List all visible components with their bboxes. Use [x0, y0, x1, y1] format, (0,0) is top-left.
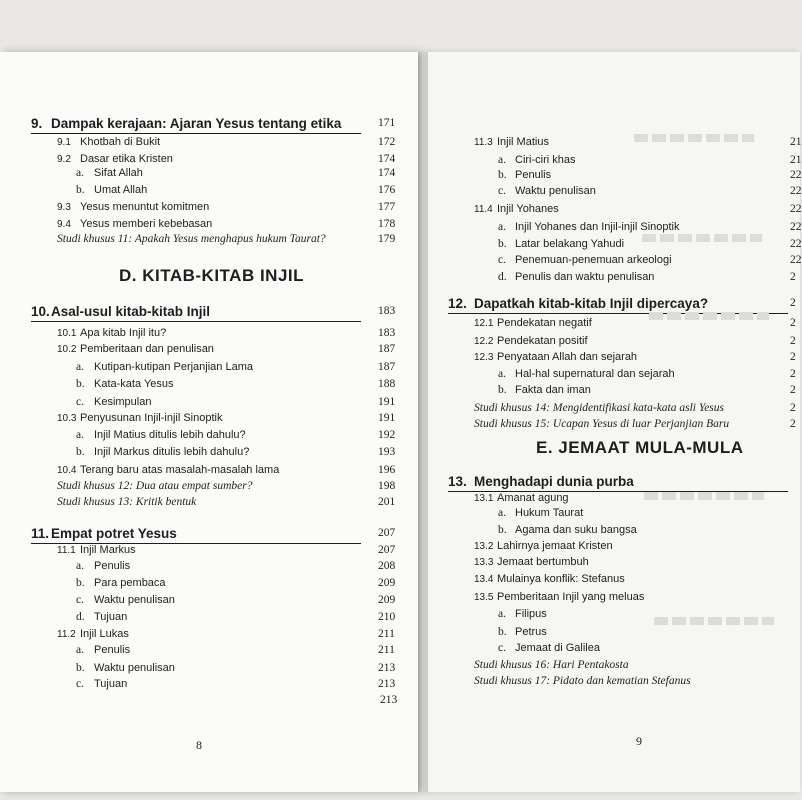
study-note: Studi khusus 17: Pidato dan kematian Stefanus	[474, 675, 691, 687]
bleed-through	[644, 492, 764, 500]
page-number: 2	[790, 418, 796, 430]
chapter-title: Menghadapi dunia purba	[474, 474, 634, 489]
entry-label: 13.3	[474, 557, 494, 568]
page-number: 21	[790, 136, 802, 148]
page-number: 22	[790, 221, 802, 233]
study-note: Studi khusus 12: Dua atau empat sumber?	[57, 480, 253, 492]
entry-label: c.	[76, 594, 84, 606]
entry-label: 10.	[31, 304, 50, 319]
entry-label: b.	[498, 524, 507, 536]
page-number: 2	[790, 317, 796, 329]
entry-label: a.	[76, 361, 84, 373]
page-number: 213	[378, 662, 396, 674]
page-number: 192	[378, 429, 396, 441]
entry-label: 13.	[448, 474, 467, 489]
entry-title: Jemaat di Galilea	[515, 642, 600, 654]
entry-title: Kesimpulan	[94, 396, 152, 408]
entry-label: 10.1	[57, 328, 77, 339]
entry-label: 11.4	[474, 204, 493, 215]
page-folio: 8	[196, 738, 202, 752]
chapter-underline	[448, 313, 788, 314]
page-number: 213	[378, 678, 396, 690]
entry-title: Penyataan Allah dan sejarah	[497, 351, 638, 363]
entry-title: Injil Yohanes	[497, 203, 559, 215]
entry-label: d.	[498, 271, 507, 283]
page-number: 187	[378, 361, 396, 373]
entry-title: Jemaat bertumbuh	[497, 556, 589, 568]
entry-label: a.	[498, 368, 506, 380]
entry-label: b.	[498, 169, 507, 181]
entry-title: Fakta dan iman	[515, 384, 591, 396]
entry-label: a.	[498, 154, 506, 166]
entry-title: Apa kitab Injil itu?	[80, 327, 167, 339]
section-heading: E. JEMAAT MULA-MULA	[536, 438, 744, 457]
page-number: 2	[790, 384, 796, 396]
entry-title: Kata-kata Yesus	[94, 378, 174, 390]
entry-title: Waktu penulisan	[94, 662, 175, 674]
page-number: 188	[378, 378, 396, 390]
study-note: Studi khusus 14: Mengidentifikasi kata-kata asli Yesus	[474, 402, 725, 414]
entry-label: c.	[76, 396, 84, 408]
chapter-title: Asal-usul kitab-kitab Injil	[51, 304, 211, 319]
entry-label: c.	[498, 185, 506, 197]
chapter-title: Dampak kerajaan: Ajaran Yesus tentang etika	[51, 116, 342, 131]
entry-title: Petrus	[515, 626, 547, 638]
page-number: 187	[378, 343, 396, 355]
entry-label: c.	[498, 254, 506, 266]
chapter-underline	[31, 133, 361, 134]
entry-label: b.	[76, 577, 85, 589]
entry-label: 12.3	[474, 352, 494, 363]
entry-title: Hal-hal supernatural dan sejarah	[515, 368, 675, 380]
entry-title: Pemberitaan Injil yang meluas	[497, 591, 645, 603]
entry-label: 9.	[31, 116, 43, 131]
entry-title: Ciri-ciri khas	[515, 154, 576, 166]
entry-title: Injil Lukas	[80, 628, 129, 640]
entry-label: a.	[498, 507, 506, 519]
entry-label: 11.1	[57, 545, 76, 556]
page-number: 2	[790, 271, 796, 283]
entry-label: a.	[76, 644, 84, 656]
chapter-title: Empat potret Yesus	[51, 526, 177, 541]
entry-label: 13.1	[474, 493, 494, 504]
entry-title: Umat Allah	[94, 184, 148, 196]
chapter-title: Dapatkah kitab-kitab Injil dipercaya?	[474, 296, 709, 311]
entry-title: Kutipan-kutipan Perjanjian Lama	[94, 361, 253, 373]
page-number: 211	[378, 644, 395, 656]
page-number: 178	[378, 218, 396, 230]
entry-label: 10.3	[57, 413, 77, 424]
entry-label: b.	[76, 662, 85, 674]
entry-label: a.	[76, 429, 84, 441]
entry-label: 11.	[31, 526, 50, 541]
entry-title: Dasar etika Kristen	[80, 153, 173, 165]
page-number: 179	[378, 233, 396, 245]
page-number: 22	[790, 238, 802, 250]
entry-label: d.	[76, 611, 85, 623]
entry-title: Injil Markus ditulis lebih dahulu?	[94, 446, 250, 458]
study-note: Studi khusus 15: Ucapan Yesus di luar Perjanjian Baru	[474, 418, 730, 430]
section-heading: D. KITAB-KITAB INJIL	[119, 266, 305, 285]
entry-title: Waktu penulisan	[94, 594, 175, 606]
page-number: 22	[790, 203, 802, 215]
entry-title: Lahirnya jemaat Kristen	[497, 540, 613, 552]
entry-label: 11.3	[474, 137, 493, 148]
entry-label: 12.2	[474, 336, 494, 347]
right-book-page	[424, 52, 800, 792]
entry-label: 12.	[448, 296, 467, 311]
entry-label: 12.1	[474, 318, 494, 329]
entry-title: Injil Matius ditulis lebih dahulu?	[94, 429, 246, 441]
page-number: 196	[378, 464, 396, 476]
page-number: 22	[790, 254, 802, 266]
page-number: 21	[790, 154, 802, 166]
entry-title: Para pembaca	[94, 577, 166, 589]
page-number: 172	[378, 136, 396, 148]
page-number: 171	[378, 117, 396, 129]
entry-title: Penyusunan Injil-injil Sinoptik	[80, 412, 223, 424]
entry-title: Pemberitaan dan penulisan	[80, 343, 214, 355]
entry-title: Tujuan	[94, 611, 128, 623]
entry-title: Hukum Taurat	[515, 507, 584, 519]
entry-label: 9.2	[57, 154, 71, 165]
entry-label: 10.4	[57, 465, 77, 476]
chapter-underline	[31, 321, 361, 322]
entry-label: 13.2	[474, 541, 494, 552]
entry-label: a.	[76, 560, 84, 572]
entry-title: Injil Markus	[80, 544, 136, 556]
entry-title: Penulis dan waktu penulisan	[515, 271, 655, 283]
entry-label: b.	[76, 378, 85, 390]
page-number: 2	[790, 368, 796, 380]
page-number: 2	[790, 351, 796, 363]
page-number: 213	[380, 694, 398, 706]
page-number: 208	[378, 560, 396, 572]
page-number: 210	[378, 611, 396, 623]
page-number: 209	[378, 594, 396, 606]
page-number: 183	[378, 327, 396, 339]
entry-title: Penulis	[94, 560, 131, 572]
entry-label: 13.5	[474, 592, 494, 603]
study-note: Studi khusus 11: Apakah Yesus menghapus hukum Taurat?	[57, 233, 326, 245]
entry-title: Amanat agung	[497, 492, 569, 504]
page-number: 207	[378, 544, 396, 556]
page-number: 22	[790, 185, 802, 197]
entry-label: a.	[76, 167, 84, 179]
entry-label: 13.4	[474, 574, 494, 585]
entry-label: a.	[498, 221, 506, 233]
page-number: 193	[378, 446, 396, 458]
entry-title: Pendekatan negatif	[497, 317, 592, 329]
left-book-page	[0, 52, 418, 792]
entry-label: c.	[498, 642, 506, 654]
page-number: 2	[790, 297, 796, 309]
page-number: 209	[378, 577, 396, 589]
page-number: 198	[378, 480, 396, 492]
entry-label: b.	[76, 184, 85, 196]
page-number: 174	[378, 153, 396, 165]
entry-label: b.	[76, 446, 85, 458]
page-number: 176	[378, 184, 396, 196]
entry-label: b.	[498, 238, 507, 250]
entry-title: Yesus menuntut komitmen	[80, 201, 210, 213]
study-note: Studi khusus 13: Kritik bentuk	[57, 496, 197, 508]
entry-title: Yesus memberi kebebasan	[80, 218, 213, 230]
entry-title: Sifat Allah	[94, 167, 143, 179]
entry-title: Pendekatan positif	[497, 335, 588, 347]
entry-title: Penulis	[515, 169, 552, 181]
bleed-through	[654, 617, 774, 625]
page-number: 177	[378, 201, 396, 213]
entry-title: Khotbah di Bukit	[80, 136, 161, 148]
entry-title: Agama dan suku bangsa	[515, 524, 637, 536]
entry-title: Mulainya konflik: Stefanus	[497, 573, 625, 585]
entry-title: Latar belakang Yahudi	[515, 238, 625, 250]
bleed-through	[634, 134, 754, 142]
entry-title: Waktu penulisan	[515, 185, 596, 197]
page-number: 211	[378, 628, 395, 640]
entry-title: Terang baru atas masalah-masalah lama	[80, 464, 280, 476]
study-note: Studi khusus 16: Hari Pentakosta	[474, 659, 629, 671]
entry-label: 11.2	[57, 629, 76, 640]
page-number: 191	[378, 412, 396, 424]
entry-label: b.	[498, 384, 507, 396]
entry-title: Injil Yohanes dan Injil-injil Sinoptik	[515, 221, 680, 233]
entry-title: Injil Matius	[497, 136, 549, 148]
page-number: 22	[790, 169, 802, 181]
page-number: 201	[378, 496, 396, 508]
entry-title: Filipus	[515, 608, 547, 620]
entry-title: Penulis	[94, 644, 131, 656]
page-number: 174	[378, 167, 396, 179]
entry-label: 9.3	[57, 202, 71, 213]
entry-label: c.	[76, 678, 84, 690]
entry-label: 9.1	[57, 137, 71, 148]
page-number: 2	[790, 402, 796, 414]
entry-title: Tujuan	[94, 678, 128, 690]
page-number: 2	[790, 335, 796, 347]
page-folio: 9	[636, 734, 642, 748]
page-number: 183	[378, 305, 396, 317]
entry-label: 9.4	[57, 219, 71, 230]
entry-label: b.	[498, 626, 507, 638]
page-number: 207	[378, 527, 396, 539]
entry-label: 10.2	[57, 344, 77, 355]
entry-label: a.	[498, 608, 506, 620]
bleed-through	[642, 234, 762, 242]
page-number: 191	[378, 396, 396, 408]
entry-title: Penemuan-penemuan arkeologi	[515, 254, 672, 266]
